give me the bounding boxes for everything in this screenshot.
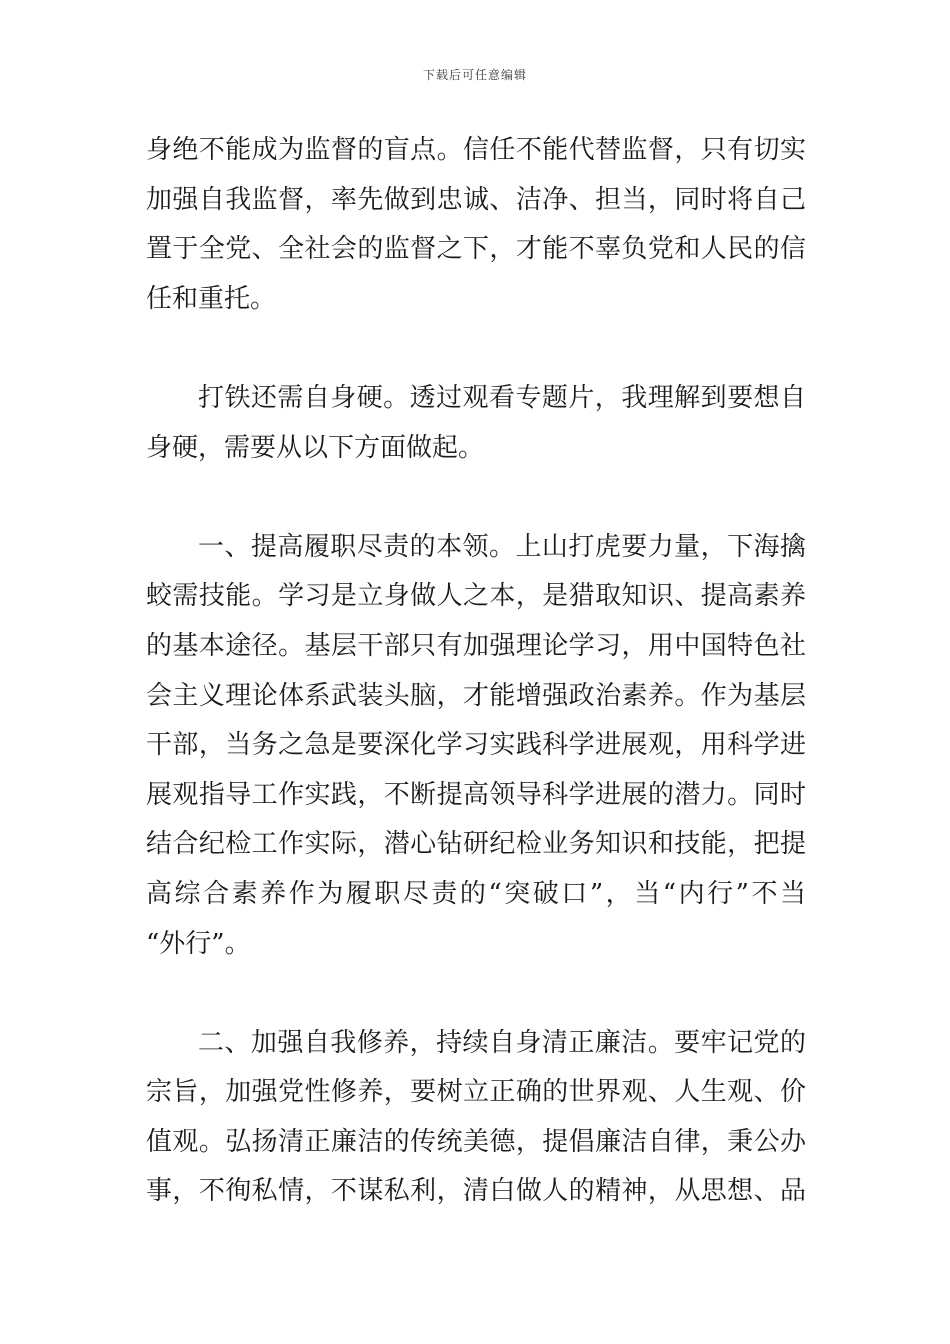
paragraph-gap	[146, 324, 806, 374]
text-line: 二、加强自我修养，持续自身清正廉洁。要牢记党的	[198, 1027, 806, 1058]
text-line: 任和重托。	[146, 283, 277, 314]
text-line: 宗旨，加强党性修养，要树立正确的世界观、人生观、价	[146, 1077, 806, 1108]
text-line: 加强自我监督，率先做到忠诚、洁净、担当，同时将自己	[146, 184, 806, 215]
text-line: 结合纪检工作实际，潜心钻研纪检业务知识和技能，把提	[146, 829, 806, 860]
paragraph-gap	[146, 473, 806, 523]
page-header: 下载后可任意编辑	[422, 68, 527, 82]
text-line: 蛟需技能。学习是立身做人之本，是猎取知识、提高素养	[146, 581, 806, 612]
paragraph-4	[146, 1019, 806, 1217]
paragraph-2	[146, 374, 806, 473]
paragraph-1	[146, 126, 806, 324]
document-body	[146, 126, 806, 1217]
text-line: 会主义理论体系武装头脑，才能增强政治素养。作为基层	[146, 680, 806, 711]
text-line: 展观指导工作实践，不断提高领导科学进展的潜力。同时	[146, 779, 806, 810]
text-line: 打铁还需自身硬。透过观看专题片，我理解到要想自	[198, 382, 806, 413]
text-line: 身绝不能成为监督的盲点。信任不能代替监督，只有切实	[146, 135, 806, 165]
paragraph-gap	[146, 969, 806, 1019]
paragraph-3	[146, 523, 806, 969]
text-line: 的基本途径。基层干部只有加强理论学习，用中国特色社	[146, 630, 806, 661]
text-line: 置于全党、全社会的监督之下，才能不辜负党和人民的信	[146, 234, 806, 265]
text-line: 身硬，需要从以下方面做起。	[146, 432, 485, 463]
text-line: 一、提高履职尽责的本领。上山打虎要力量，下海擒	[198, 531, 806, 562]
text-line: 高综合素养作为履职尽责的“突破口”，当“内行”不当	[146, 878, 806, 909]
text-line: 事，不徇私情，不谋私利，清白做人的精神，从思想、品	[146, 1176, 806, 1207]
text-line: 值观。弘扬清正廉洁的传统美德，提倡廉洁自律，秉公办	[146, 1126, 806, 1157]
text-line: “外行”。	[146, 928, 251, 959]
text-line: 干部，当务之急是要深化学习实践科学进展观，用科学进	[146, 730, 806, 761]
